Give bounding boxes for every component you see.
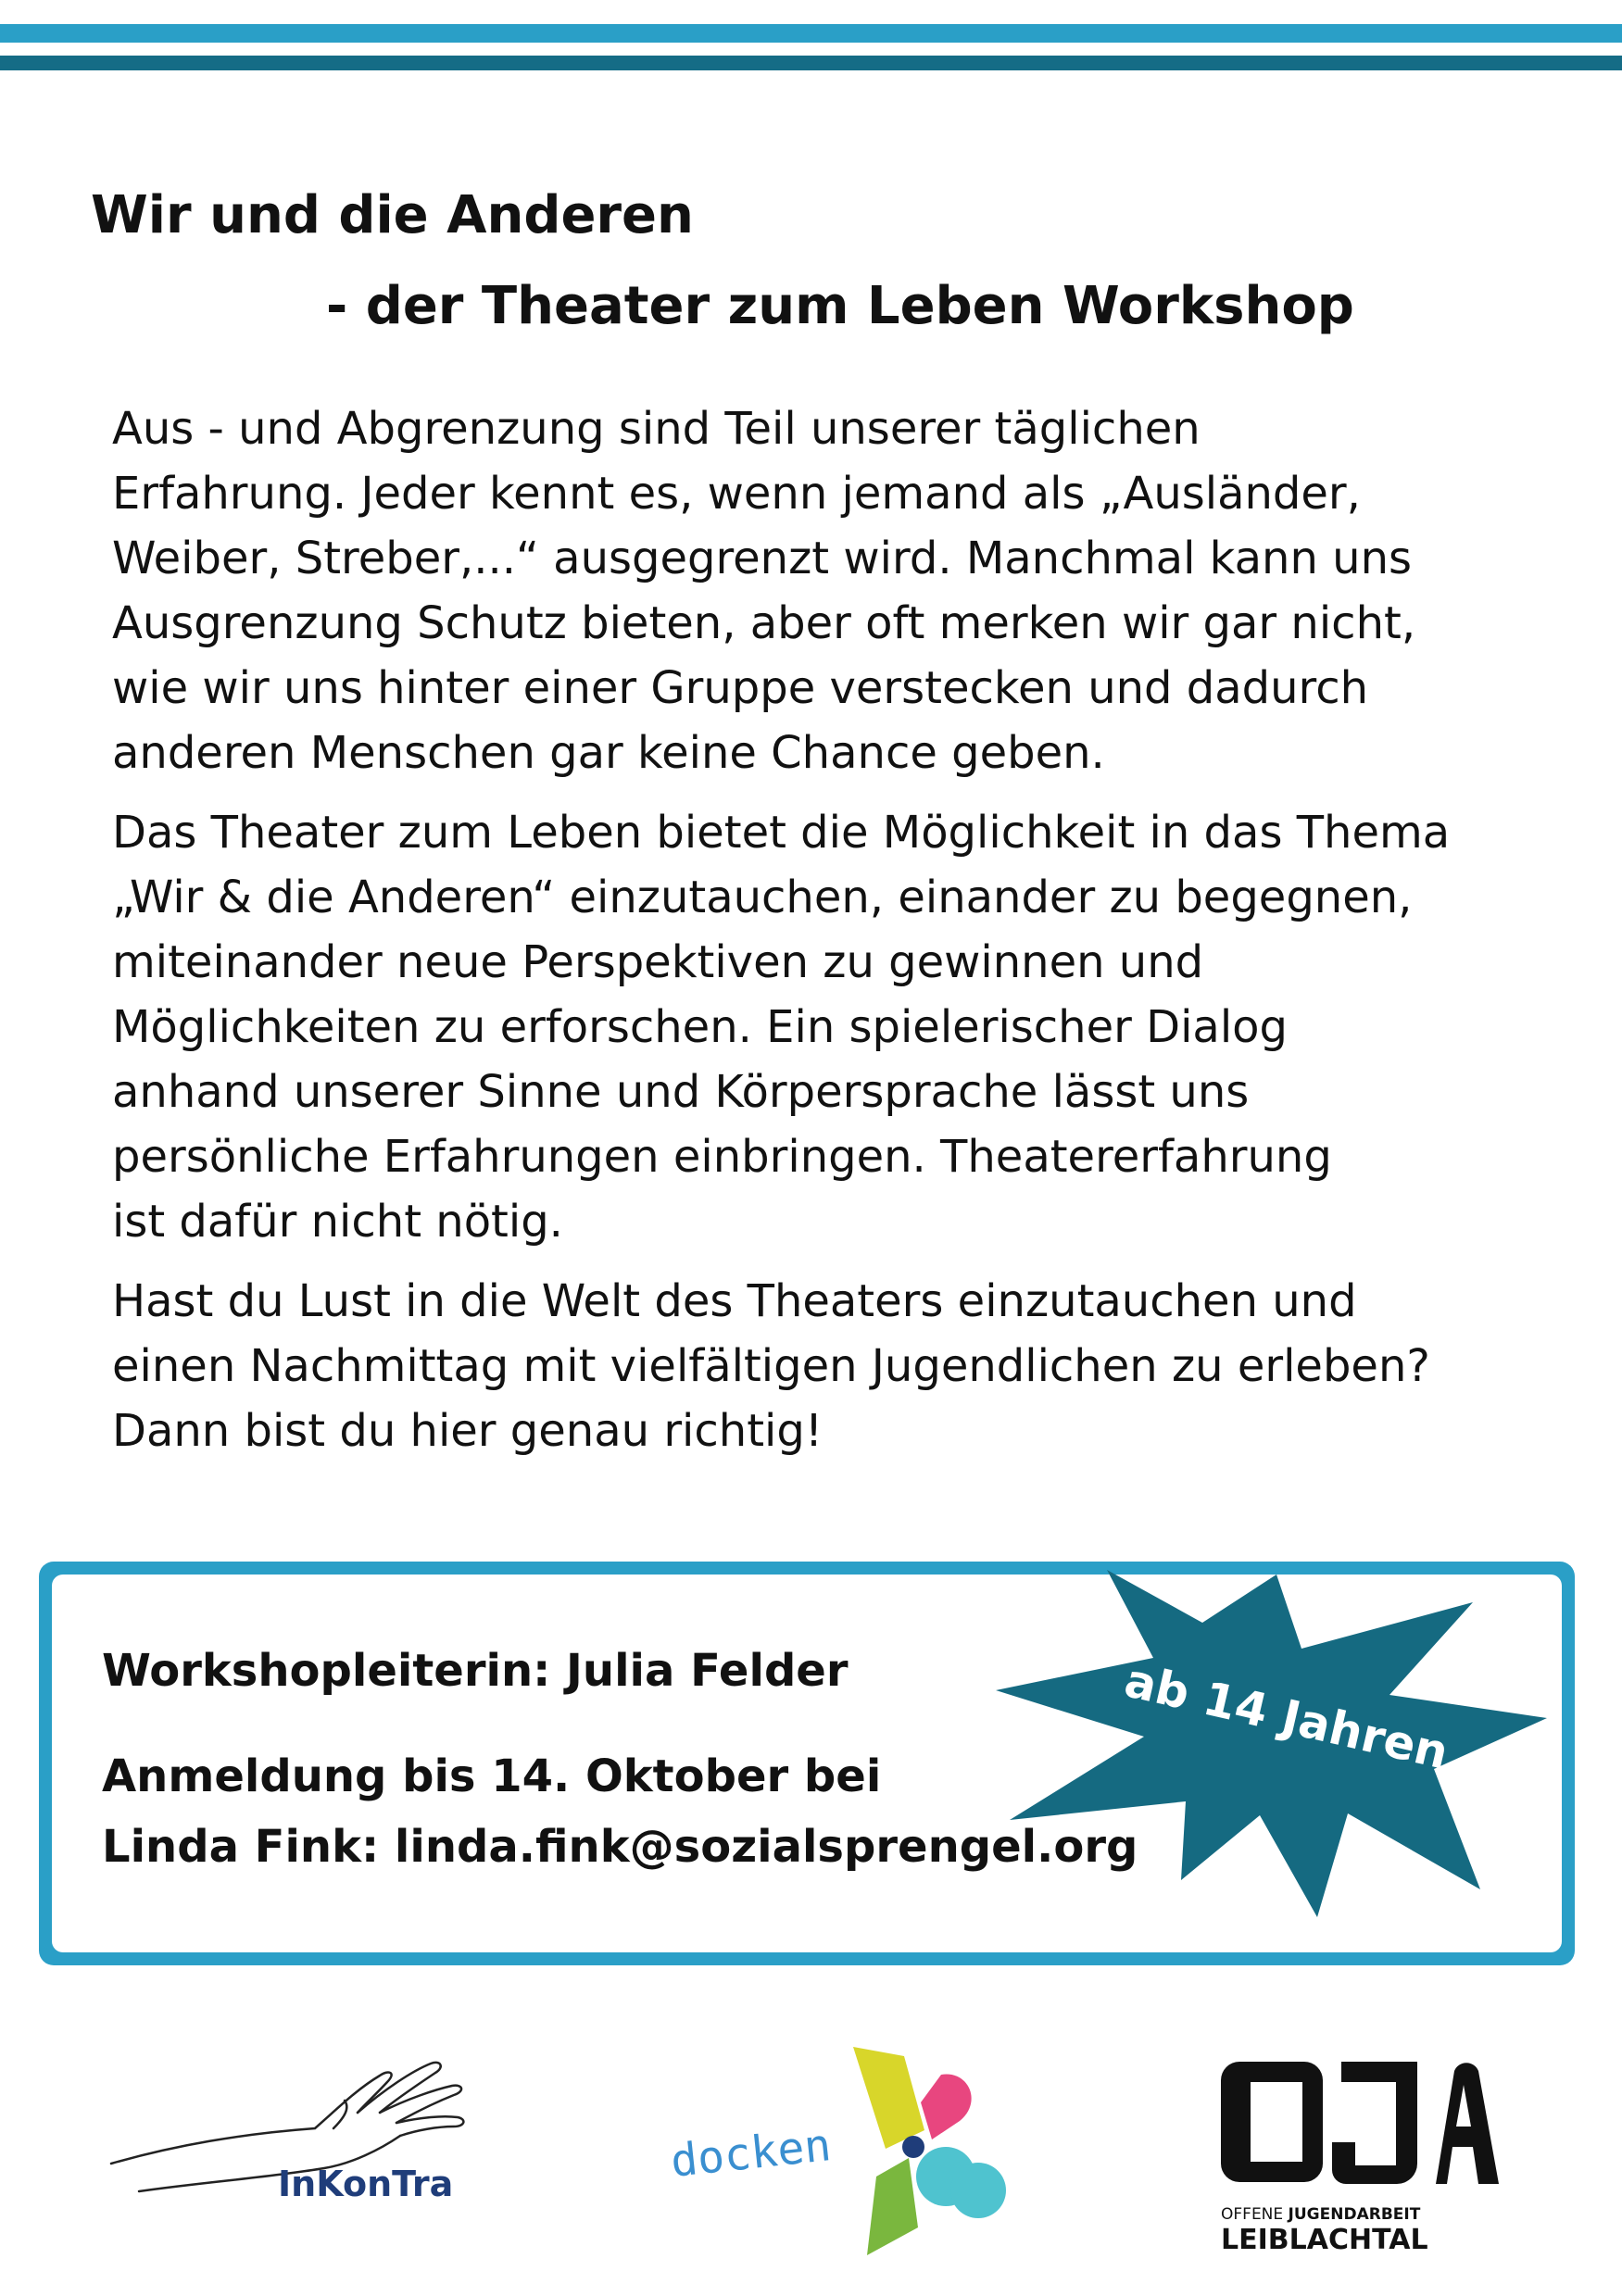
title-line-1: Wir und die Anderen [91,185,694,245]
paragraph-line: Weiber, Streber,...“ ausgegrenzt wird. Manchmal kann uns [112,533,1412,584]
paragraph-line: Aus - und Abgrenzung sind Teil unserer täglichen [112,403,1201,455]
oja-text-top: OFFENE JUGENDARBEIT [1221,2205,1421,2224]
paragraph-line: anhand unserer Sinne und Körpersprache lässt uns [112,1066,1250,1118]
paragraph-line: Erfahrung. Jeder kennt es, wenn jemand als „Ausländer, [112,468,1361,520]
registration-line-2: Linda Fink: linda.fink@sozialsprengel.org [102,1821,1138,1873]
paragraph-line: Hast du Lust in die Welt des Theaters einzutauchen und [112,1275,1357,1327]
oja-text-bottom: LEIBLACHTAL [1221,2224,1428,2256]
paragraph-3 [112,1269,1557,1463]
starburst-icon [996,1570,1547,1917]
registration-info [102,1741,1138,1882]
docken-logo [663,2038,1015,2260]
oja-logo [1221,2043,1508,2256]
paragraph-line: persönliche Erfahrungen einbringen. Theatererfahrung [112,1131,1332,1183]
registration-line-1: Anmeldung bis 14. Oktober bei [102,1750,882,1802]
paragraph-1 [112,396,1557,785]
paragraph-line: Möglichkeiten zu erforschen. Ein spielerischer Dialog [112,1001,1288,1053]
oja-letters-icon [1221,2043,1508,2256]
top-stripe-light [0,24,1622,43]
paragraph-line: wie wir uns hinter einer Gruppe verstecken und dadurch [112,662,1369,714]
inkontra-text: InKonTra [278,2164,454,2204]
hand-icon [102,2025,491,2210]
inkontra-logo [102,2025,491,2210]
age-badge-text: ab 14 Jahren [1119,1653,1453,1780]
age-badge [991,1537,1565,1926]
paragraph-2 [112,800,1557,1254]
paragraph-line: einen Nachmittag mit vielfältigen Jugendlichen zu erleben? [112,1340,1430,1392]
workshop-leader: Workshopleiterin: Julia Felder [102,1645,849,1697]
paragraph-line: anderen Menschen gar keine Chance geben. [112,727,1105,779]
paragraph-line: Dann bist du hier genau richtig! [112,1405,824,1457]
title-line-2: - der Theater zum Leben Workshop [326,276,1354,336]
paragraph-line: „Wir & die Anderen“ einzutauchen, einander zu begegnen, [112,872,1413,923]
docken-text: docken [668,2119,834,2188]
paragraph-line: ist dafür nicht nötig. [112,1196,563,1248]
body-text [112,396,1557,1478]
paragraph-line: miteinander neue Perspektiven zu gewinnen und [112,936,1204,988]
paragraph-line: Das Theater zum Leben bietet die Möglichkeit in das Thema [112,807,1451,859]
paragraph-line: Ausgrenzung Schutz bieten, aber oft merken wir gar nicht, [112,597,1416,649]
petals-icon [663,2038,1015,2260]
top-stripe-dark [0,56,1622,70]
